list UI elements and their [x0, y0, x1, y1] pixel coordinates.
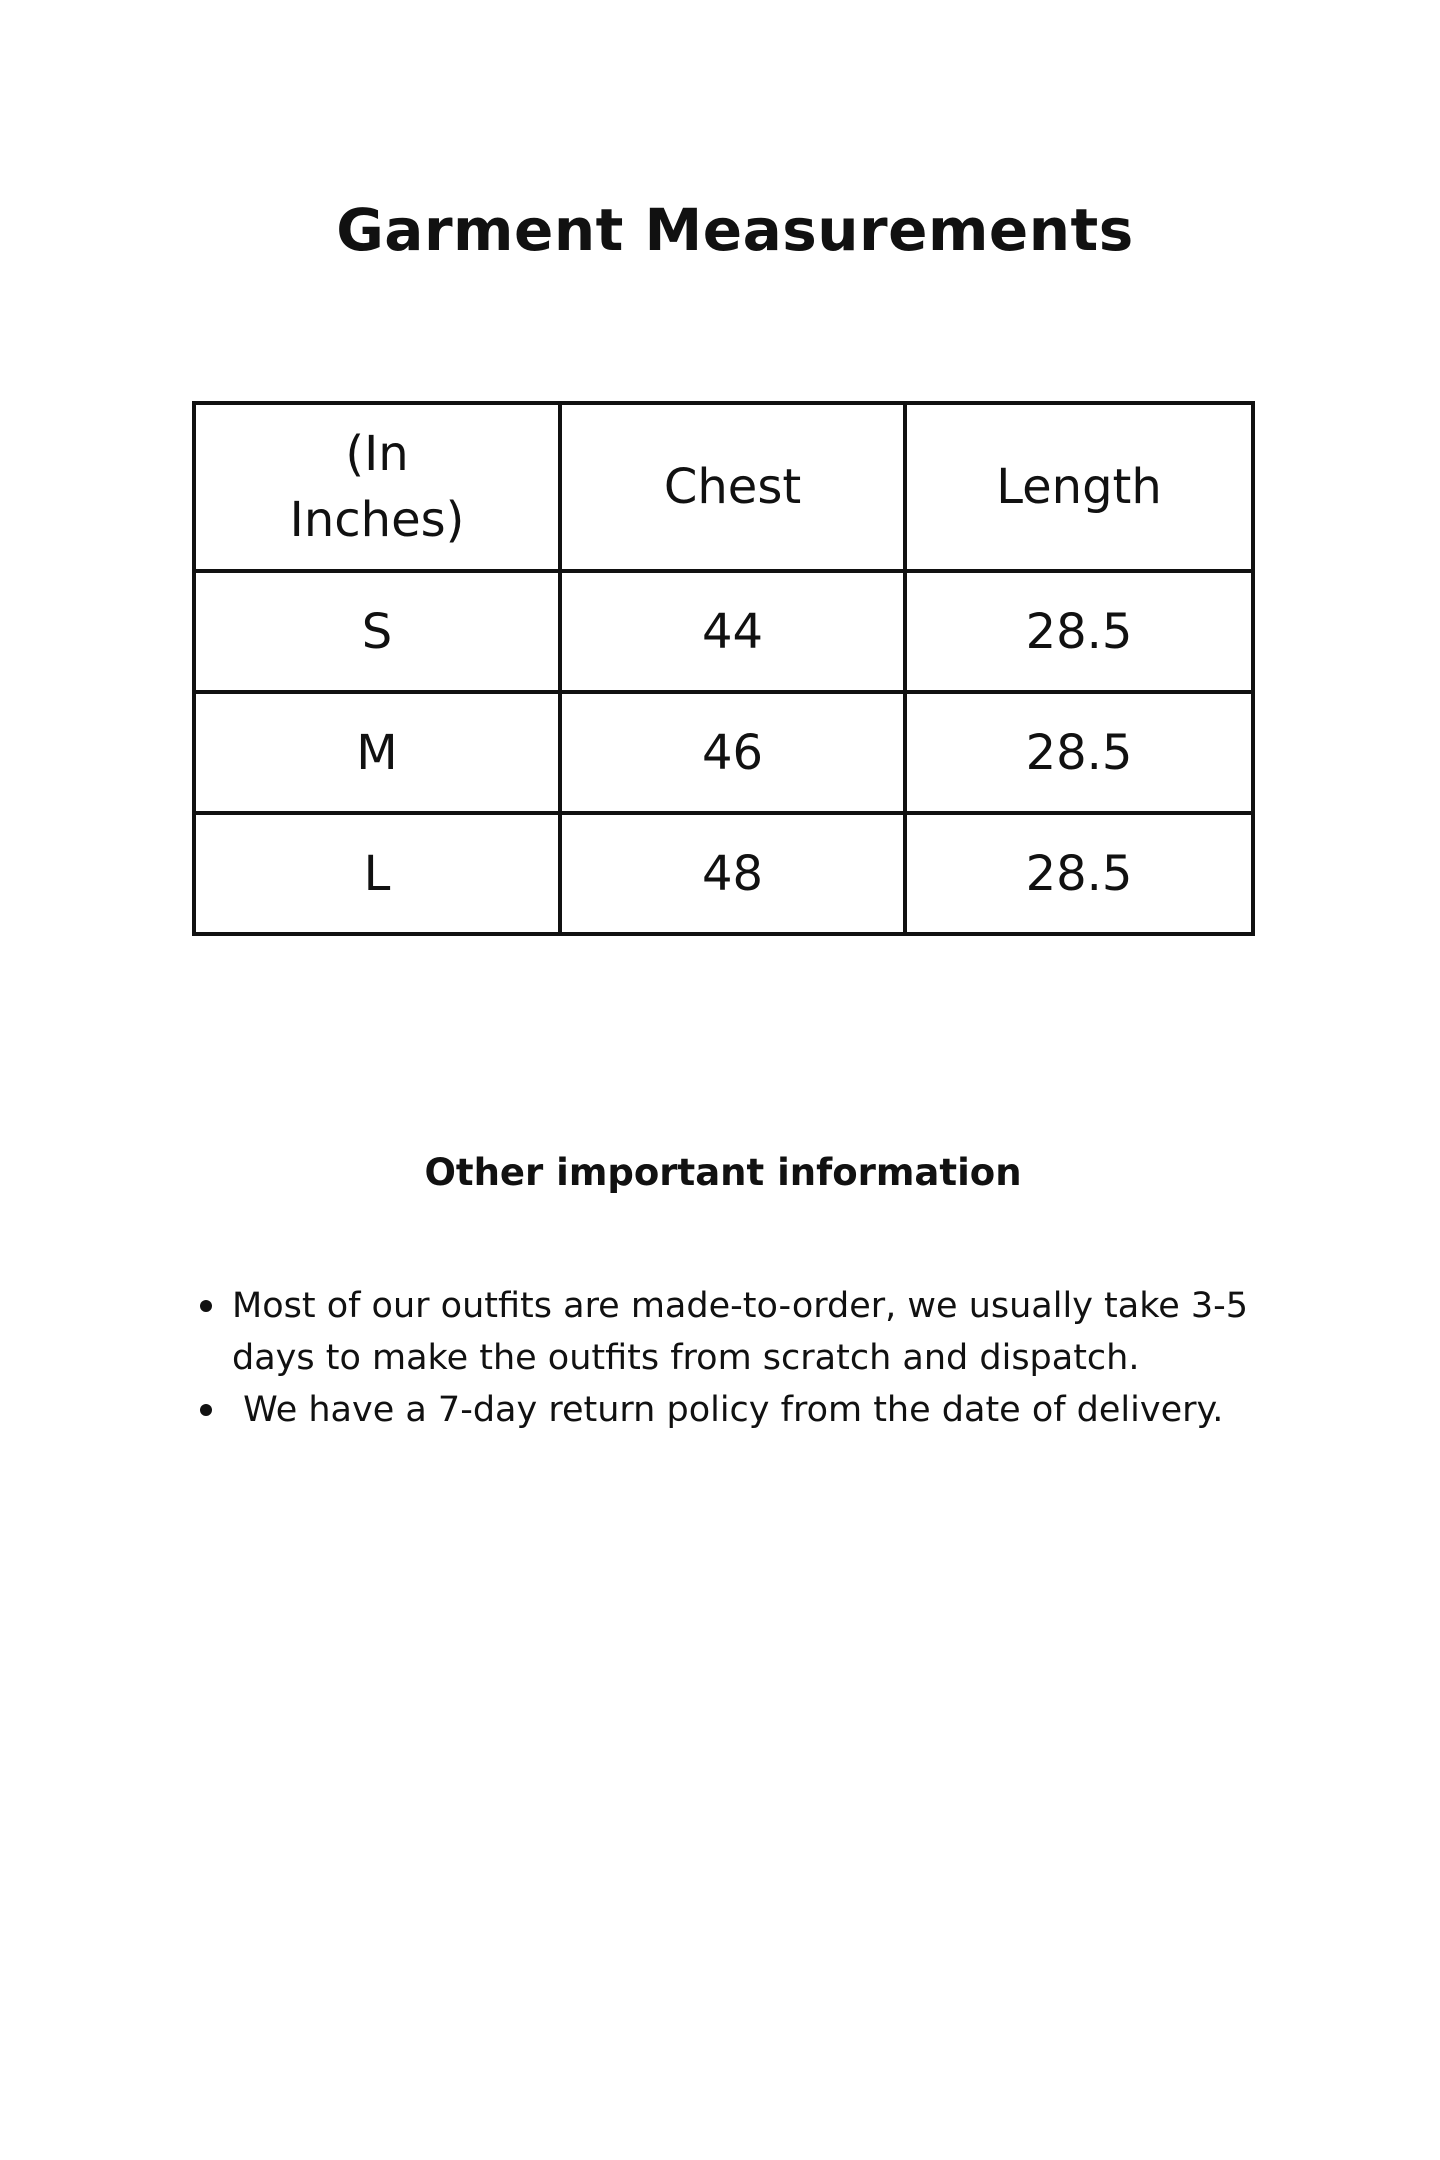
- page-title: Garment Measurements: [336, 196, 1134, 264]
- bullet-icon: [200, 1404, 212, 1416]
- table-header-unit: [194, 403, 560, 571]
- table-cell-size: M: [194, 692, 560, 813]
- table-header-row: [194, 403, 1253, 571]
- list-item: [190, 1280, 1310, 1384]
- table-header-length: Length: [905, 403, 1253, 571]
- table-header-chest: Chest: [560, 403, 905, 571]
- table-cell-size: L: [194, 813, 560, 934]
- list-item-text: Most of our outfits are made-to-order, we usually take 3-5 days to make the outfits from scratch and dispatch.: [232, 1286, 1249, 1378]
- table-row: [194, 813, 1253, 934]
- table-cell-chest: 44: [560, 571, 905, 692]
- table-row: [194, 571, 1253, 692]
- measurement-table: [192, 401, 1255, 936]
- table-row: [194, 692, 1253, 813]
- table-cell-length: 28.5: [905, 692, 1253, 813]
- table-cell-length: 28.5: [905, 813, 1253, 934]
- list-item: [190, 1384, 1310, 1436]
- table-cell-length: 28.5: [905, 571, 1253, 692]
- bullet-icon: [200, 1300, 212, 1312]
- list-item-text: We have a 7-day return policy from the date of delivery.: [232, 1390, 1224, 1430]
- table-cell-chest: 48: [560, 813, 905, 934]
- table-cell-chest: 46: [560, 692, 905, 813]
- info-heading: Other important information: [424, 1151, 1022, 1194]
- info-list: [190, 1280, 1310, 1436]
- table-header-unit-label: (In Inches): [289, 426, 465, 548]
- table-cell-size: S: [194, 571, 560, 692]
